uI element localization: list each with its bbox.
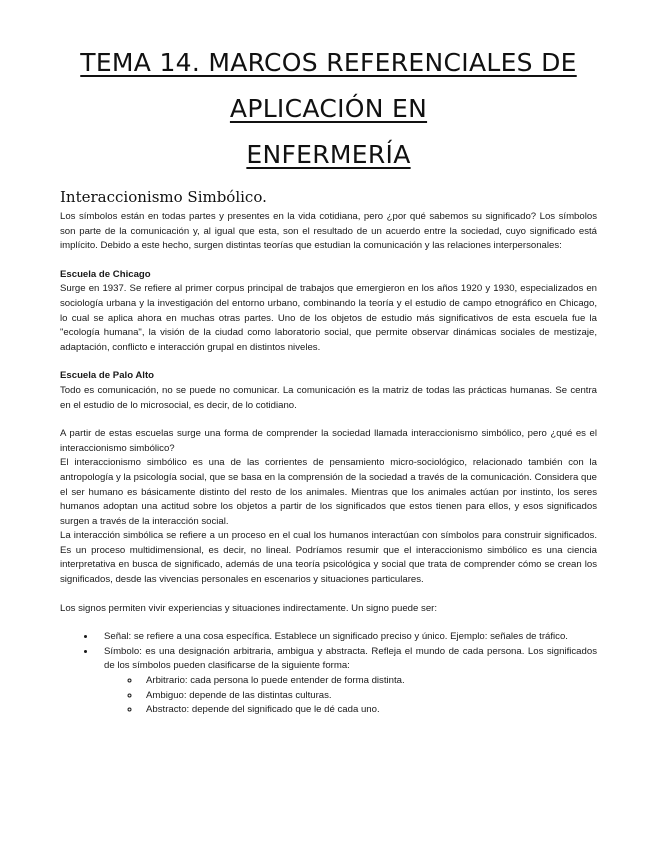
- section-title: Interaccionismo Simbólico.: [60, 188, 267, 206]
- list-item: [96, 630, 597, 645]
- list-item: [96, 645, 597, 718]
- symbol-types-list: [104, 674, 597, 718]
- chicago-heading: Escuela de Chicago: [60, 268, 151, 280]
- list-item: ◦ Abstracto: depende del significado que le dé cada uno.: [140, 703, 597, 718]
- palo-alto-heading: Escuela de Palo Alto: [60, 370, 155, 382]
- page-title: [60, 40, 597, 178]
- signs-intro-paragraph: Los signos permiten vivir experiencias y situaciones indirectamente. Un signo puede ser:: [60, 602, 438, 614]
- definition-paragraph-2: La interacción simbólica se refiere a un proceso en el cual los humanos interactúan con símbolos para construir significados. Es un proceso multidimensional, es decir, no lineal. Podríamos resumir que el interaccionismo simbólico es una ciencia interpretativa en busca de significado, además de una teoría psicológica y social que trata de comprender cómo se crean los significados, desde las vivencias personales en escenarios y situaciones particulares.: [60, 530, 597, 586]
- chicago-paragraph: Surge en 1937. Se refiere al primer corpus principal de trabajos que emergieron en los años 1920 y 1930, especializados en sociología urbana y la investigación del entorno urbano, combinando la teoría y el estudio de campo etnográfico en Chicago, lo cual se aplica ahora en muchas otras partes. Uno de los objetos de estudio más significativos de esta escuela fue la "ecología humana", la visión de la ciudad como laboratorio social, que permite observar dinámicas sociales de mestizaje, adaptación, conflicto e interacción grupal en distintos niveles.: [60, 283, 597, 353]
- intro-paragraph: Los símbolos están en todas partes y presentes en la vida cotidiana, pero ¿por qué sabemos su significado? Los símbolos son parte de la comunicación y, al igual que esta, son el resultado de un acuerdo entre la sociedad, cuyo significado está implícito. Debido a este hecho, surgen distintas teorías que estudian la comunicación y las relaciones interpersonales:: [60, 211, 597, 252]
- question-paragraph: A partir de estas escuelas surge una forma de comprender la sociedad llamada interaccionismo simbólico, pero ¿qué es el interaccionismo simbólico?: [60, 428, 597, 454]
- title-line-1: TEMA 14. MARCOS REFERENCIALES DE APLICACIÓN EN: [80, 48, 577, 123]
- palo-alto-paragraph: Todo es comunicación, no se puede no comunicar. La comunicación es la matriz de todas las prácticas humanas. Se centra en el estudio de lo microsocial, es decir, de lo cotidiano.: [60, 384, 597, 411]
- definition-paragraph-1: El interaccionismo simbólico es una de las corrientes de pensamiento micro-sociológico, relacionado también con la antropología y la psicología social, que se basa en la comprensión de la sociedad a través de la comunicación. Considera que el ser humano es básicamente distinto del resto de los animales. Mientras que los animales actúan por instinto, los seres humanos adoptan una actitud sobre los objetos a partir de los significados que estos tienen para ellos, y esos significados surgen a través de la interacción social.: [60, 457, 597, 527]
- sign-symbol-text: Símbolo: es una designación arbitraria, ambigua y abstracta. Refleja el mundo de cada persona. Los significados de los símbolos pueden clasificarse de la siguiente forma:: [104, 645, 597, 672]
- title-line-2: ENFERMERÍA: [246, 140, 411, 169]
- signs-list: [60, 630, 597, 718]
- sign-signal-text: Señal: se refiere a una cosa específica. Establece un significado preciso y único. Ejemplo: señales de tráfico.: [104, 631, 568, 643]
- list-item: ◦ Arbitrario: cada persona lo puede entender de forma distinta.: [140, 674, 597, 689]
- list-item: ◦ Ambiguo: depende de las distintas culturas.: [140, 689, 597, 704]
